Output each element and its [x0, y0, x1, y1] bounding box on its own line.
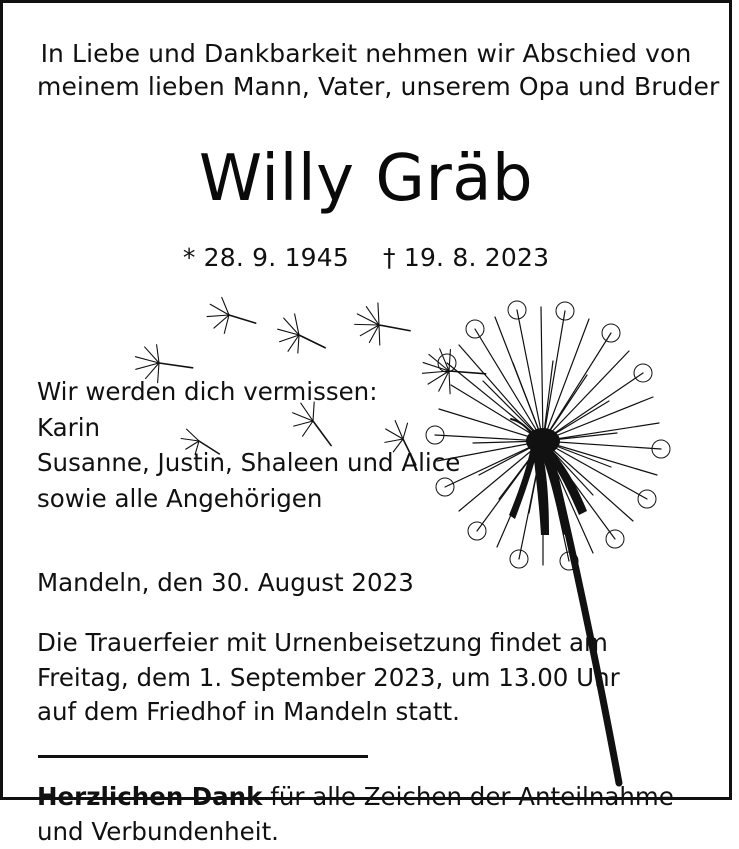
deceased-name: Willy Gräb [198, 142, 534, 216]
thanks-rest: für alle Zeichen der Anteilnahme [262, 782, 674, 812]
notice-content [37, 37, 720, 849]
ceremony-line-1: Die Trauerfeier mit Urnenbeisetzung findet am [37, 628, 608, 658]
life-dates [37, 243, 695, 272]
intro-text [37, 37, 720, 103]
survivors-heading: Wir werden dich vermissen: [37, 377, 378, 406]
thanks-line-2: und Verbundenheit. [37, 816, 279, 846]
survivors-block [37, 374, 695, 516]
survivor-line-3: sowie alle Angehörigen [37, 483, 323, 513]
section-divider [38, 755, 368, 758]
birth-date: * 28. 9. 1945 [182, 243, 349, 272]
ceremony-line-2: Freitag, dem 1. September 2023, um 13.00 Uhr [37, 662, 620, 692]
survivor-line-2: Susanne, Justin, Shaleen und Alice [37, 448, 461, 478]
death-date: † 19. 8. 2023 [383, 243, 550, 272]
thanks-block [37, 780, 695, 849]
intro-line-1: In Liebe und Dankbarkeit nehmen wir Abschied von [40, 39, 692, 68]
ceremony-line-3: auf dem Friedhof in Mandeln statt. [37, 696, 460, 726]
ceremony-details [37, 626, 695, 729]
intro-line-2: meinem lieben Mann, Vater, unserem Opa und Bruder [37, 72, 720, 101]
thanks-bold: Herzlichen Dank [37, 782, 263, 812]
place-and-date: Mandeln, den 30. August 2023 [37, 568, 414, 598]
survivor-line-1: Karin [37, 412, 101, 442]
